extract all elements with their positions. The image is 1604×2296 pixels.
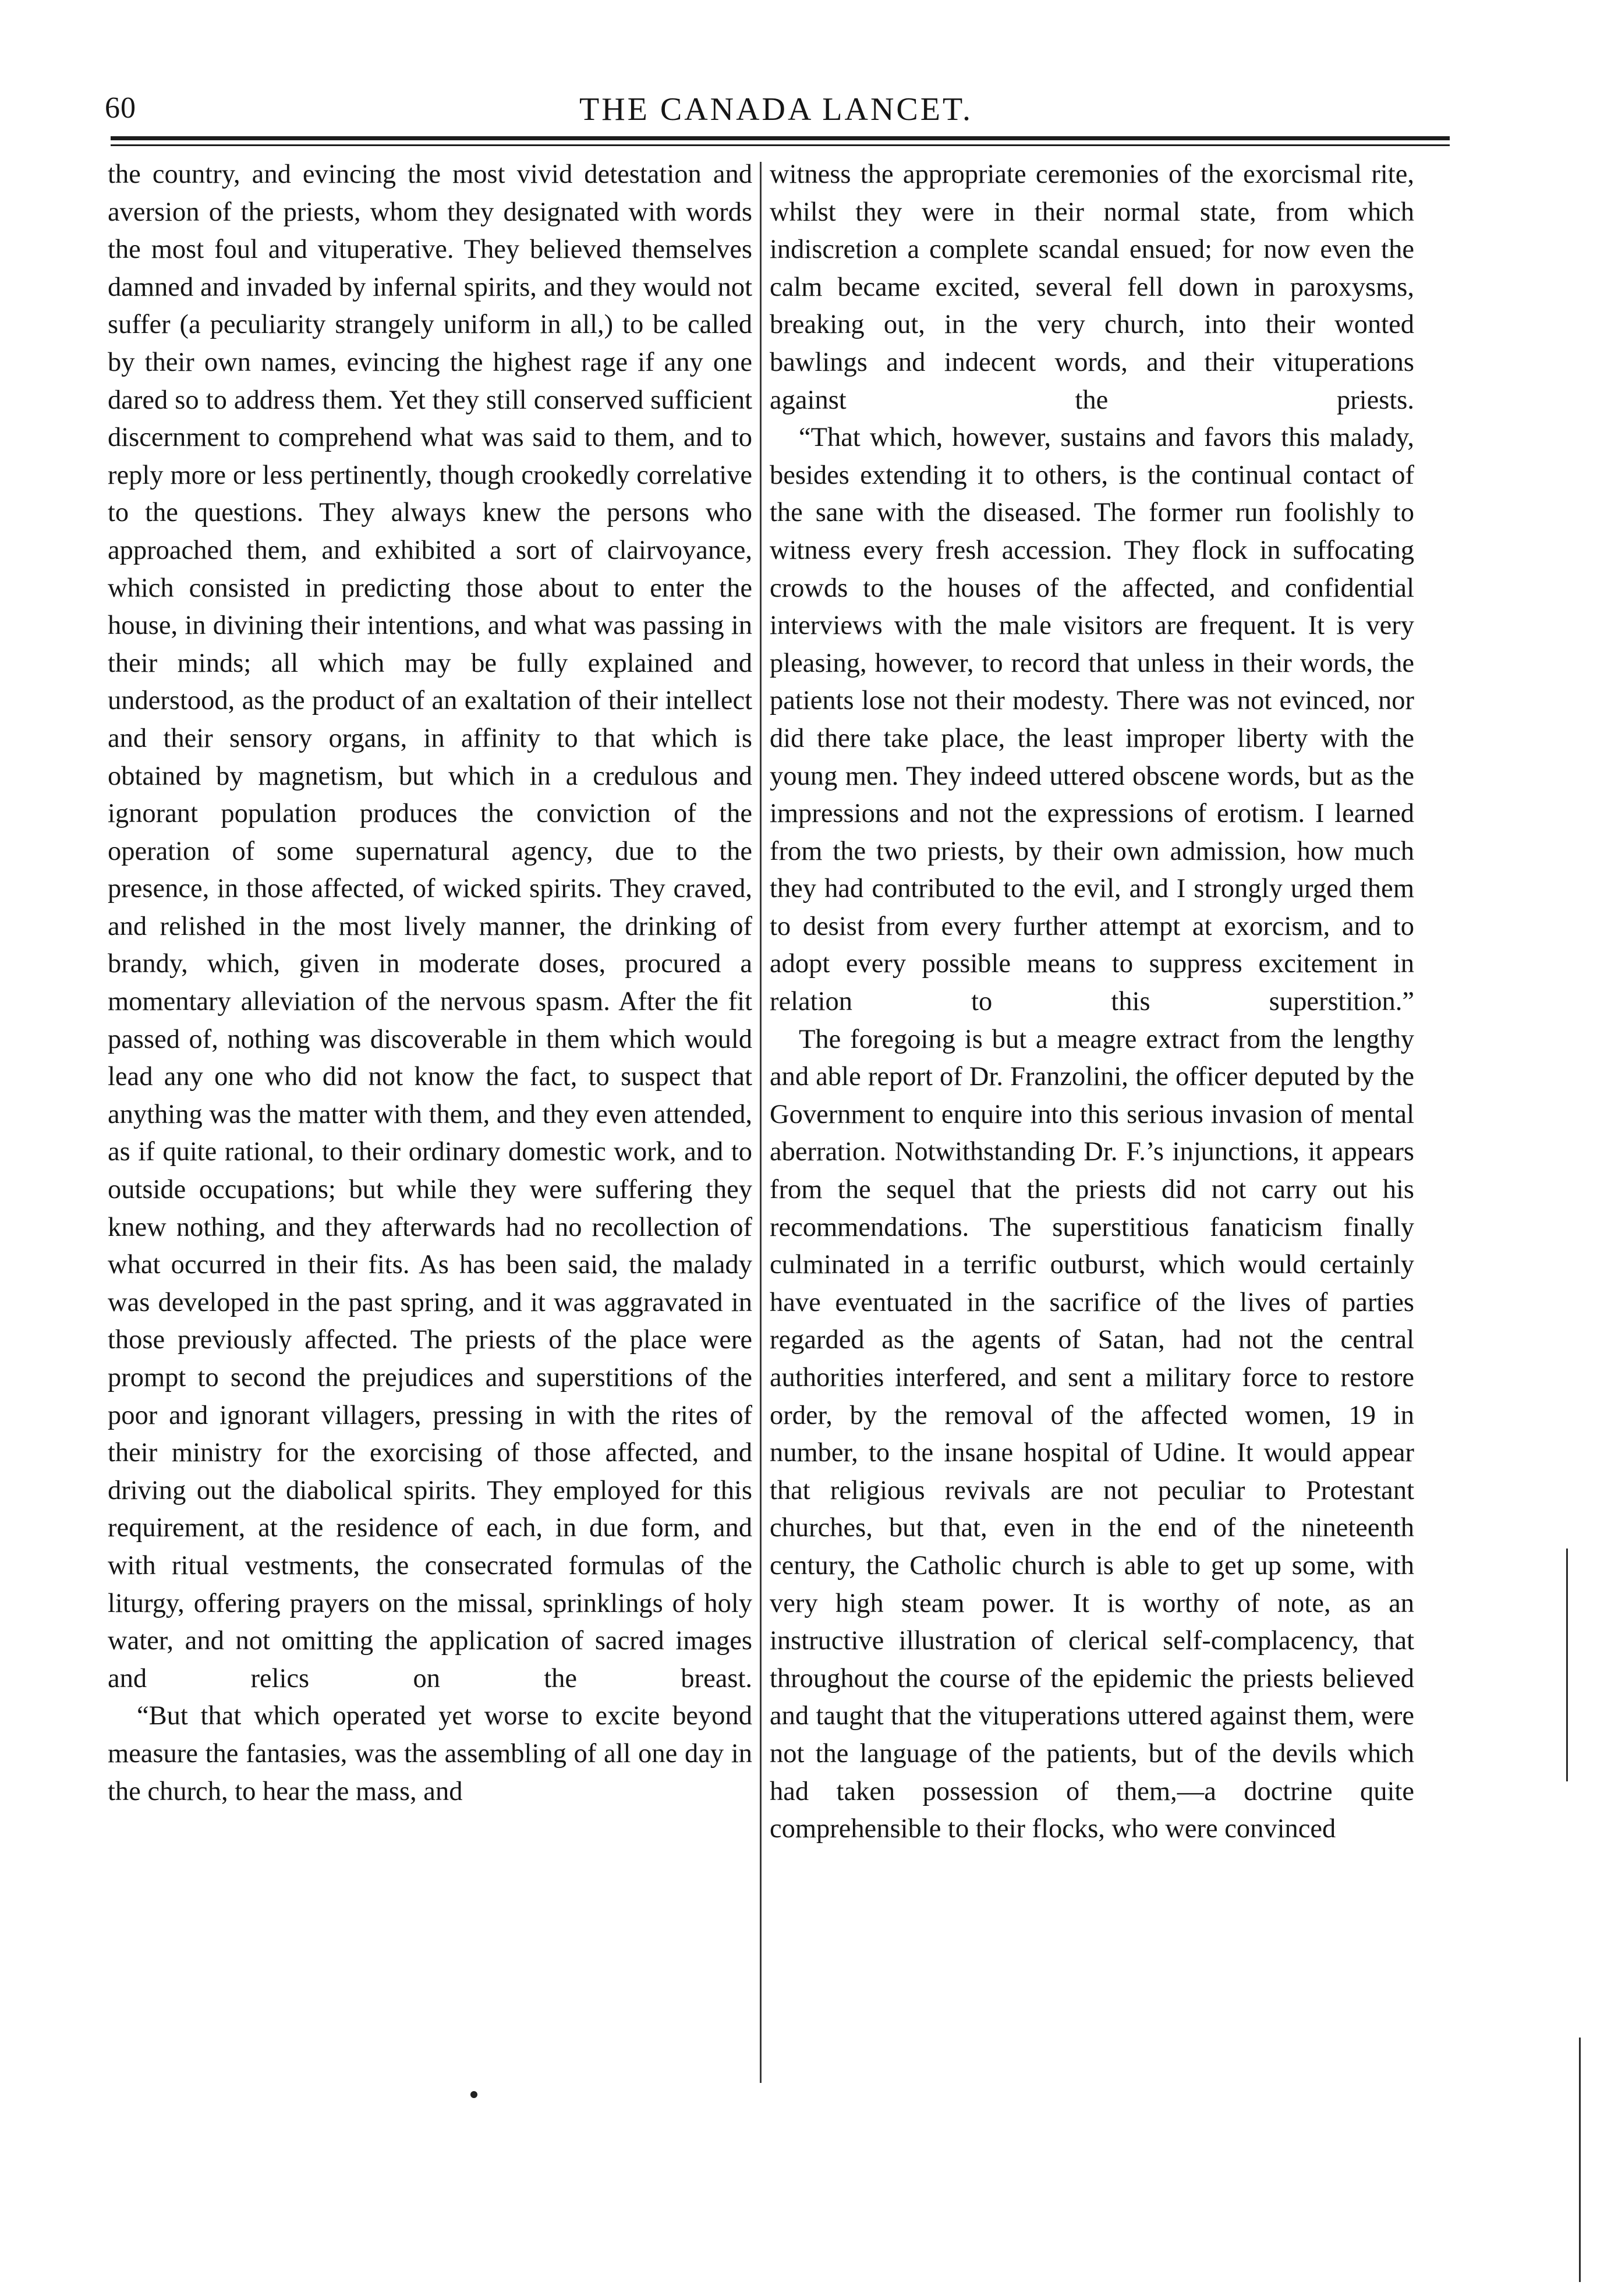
left-paragraph-2: “But that which operated yet worse to excite beyond measure the fantasies, was the assembling of all one day in the church, to hear the mass, and xyxy=(108,1701,752,1806)
left-column xyxy=(108,156,752,1810)
column-divider xyxy=(760,162,762,2083)
right-paragraph-3: The foregoing is but a meagre extract from the lengthy and able report of Dr. Franzolini, the officer deputed by the Government to enquire into this serious invasion of mental aberration. Notwithstanding Dr. F.’s injunctions, it appears from the sequel that the priests did not carry out his recommendations. The superstitious fanaticism finally culminated in a terrific outburst, which would certainly have eventuated in the sacrifice of the lives of parties regarded as the agents of Satan, had not the central authorities interfered, and sent a military force to restore order, by the removal of the affected women, 19 in number, to the insane hospital of Udine. It would appear that religious revivals are not peculiar to Protestant churches, but that, even in the end of the nineteenth century, the Catholic church is able to get up some, with very high steam power. It is worthy of note, as an instructive illustration of clerical self-complacency, that throughout the course of the epidemic the priests believed and taught that the vituperations uttered against them, were not the language of the patients, but of the devils which had taken possession of them,—a doctrine quite comprehensible to their flocks, who were convinced xyxy=(770,1024,1414,1844)
stray-ink-mark xyxy=(470,2091,477,2098)
right-column xyxy=(770,156,1414,1848)
header-rule-thick xyxy=(111,136,1450,140)
page-header xyxy=(105,87,1447,134)
right-paragraph-1: witness the appropriate ceremonies of the exorcismal rite, whilst they were in their normal state, from which indiscretion a complete scandal ensued; for now even the calm became excited, several fell down in paroxysms, breaking out, in the very church, into their wonted bawlings and indecent words, and their vituperations against the priests. xyxy=(770,160,1414,415)
left-paragraph-1: the country, and evincing the most vivid detestation and aversion of the priests, whom they designated with words the most foul and vituperative. They believed themselves damned and invaded by infernal spirits, and they would not suffer (a peculiarity strangely uniform in all,) to be called by their own names, evincing the highest rage if any one dared so to address them. Yet they still conserved sufficient discernment to comprehend what was said to them, and to reply more or less pertinently, though crookedly correlative to the questions. They always knew the persons who approached them, and exhibited a sort of clairvoyance, which consisted in predicting those about to enter the house, in divining their intentions, and what was passing in their minds; all which may be fully explained and understood, as the product of an exaltation of their intellect and their sensory organs, in affinity to that which is obtained by magnetism, but which in a credulous and ignorant population produces the conviction of the operation of some supernatural agency, due to the presence, in those affected, of wicked spirits. They craved, and relished in the most lively manner, the drinking of brandy, which, given in moderate doses, procured a momentary alleviation of the nervous spasm. After the fit passed of, nothing was discoverable in them which would lead any one who did not know the fact, to suspect that anything was the matter with them, and they even attended, as if quite rational, to their ordinary domestic work, and to outside occupations; but while they were suffering they knew nothing, and they afterwards had no recollection of what occurred in their fits. As has been said, the malady was developed in the past spring, and it was aggravated in those previously affected. The priests of the place were prompt to second the prejudices and superstitions of the poor and ignorant villagers, pressing in with the rites of their ministry for the exorcising of those affected, and driving out the diabolical spirits. They employed for this requirement, at the residence of each, in due form, and with ritual vestments, the consecrated formulas of the liturgy, offering prayers on the missal, sprinklings of holy water, and not omitting the application of sacred images and relics on the breast. xyxy=(108,160,752,1693)
page-number: 60 xyxy=(105,91,136,125)
page-edge-mark xyxy=(1566,1549,1568,1781)
page-edge-mark-lower xyxy=(1579,2038,1581,2282)
journal-title: THE CANADA LANCET. xyxy=(579,91,973,127)
header-rule-thin xyxy=(111,144,1450,146)
right-paragraph-2: “That which, however, sustains and favors this malady, besides extending it to others, is the continual contact of the sane with the diseased. The former run foolishly to witness every fresh accession. They flock in suffocating crowds to the houses of the affected, and confidential interviews with the male visitors are frequent. It is very pleasing, however, to record that unless in their words, the patients lose not their modesty. There was not evinced, nor did there take place, the least improper liberty with the young men. They indeed uttered obscene words, but as the impressions and not the expressions of erotism. I learned from the two priests, by their own admission, how much they had contributed to the evil, and I strongly urged them to desist from every further attempt at exorcism, and to adopt every possible means to suppress excitement in relation to this superstition.” xyxy=(770,423,1414,1017)
